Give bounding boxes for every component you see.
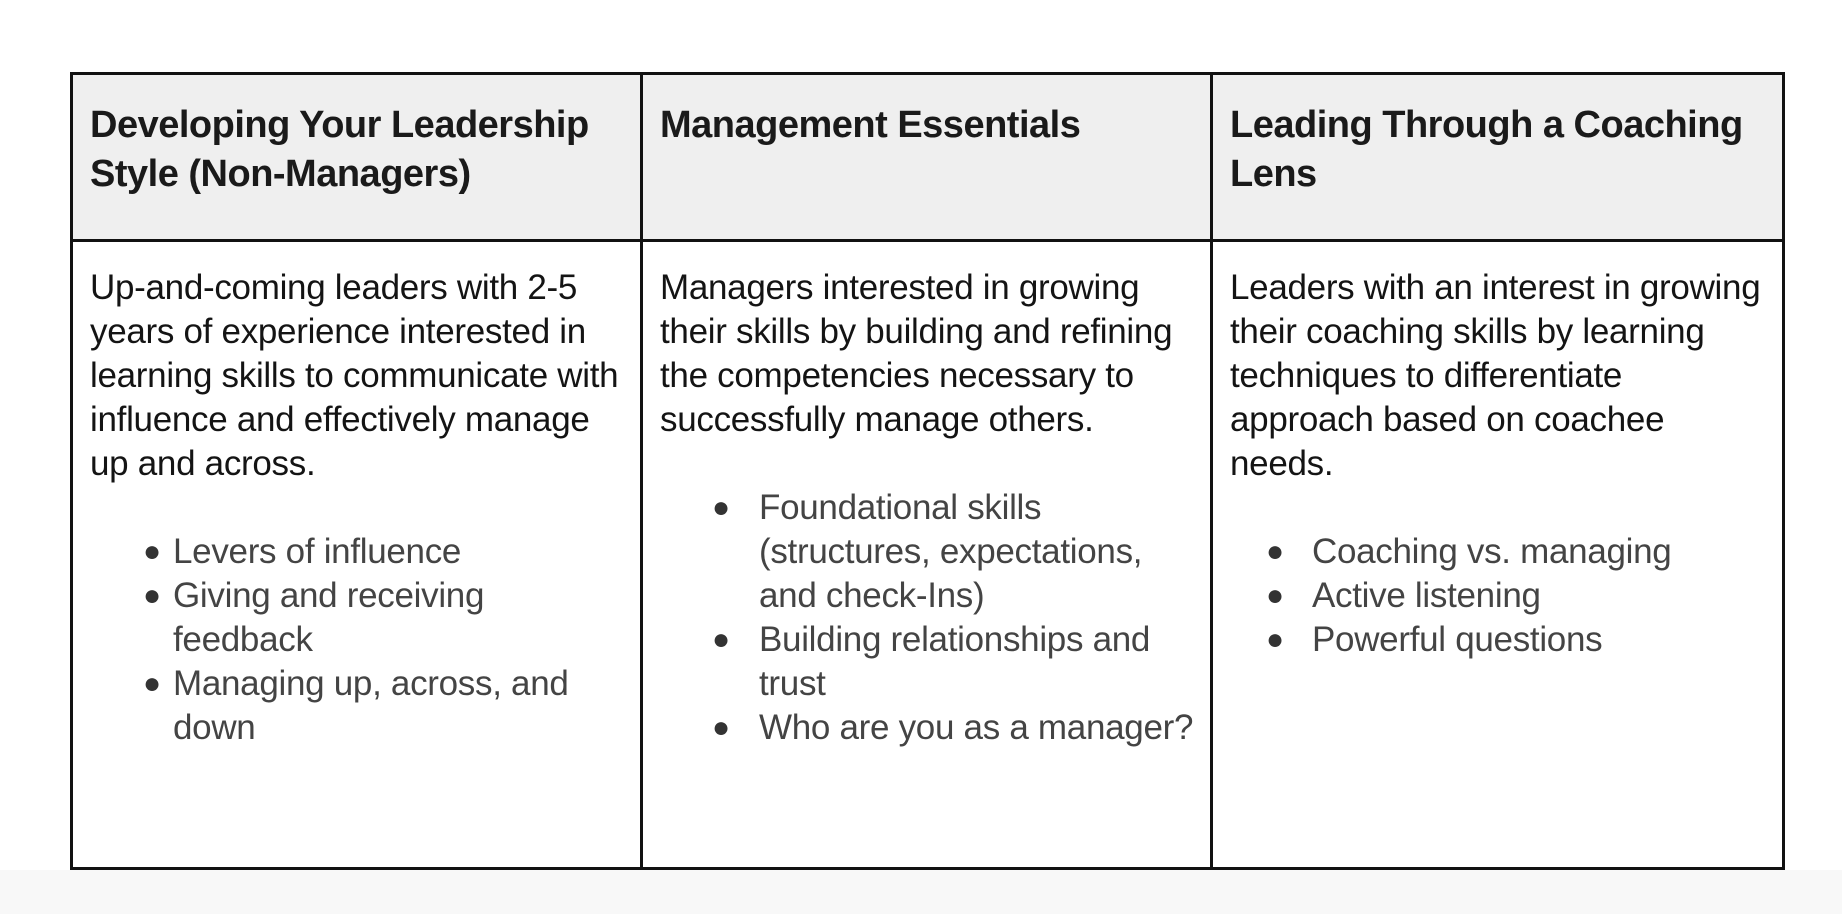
list-item [1230, 618, 1766, 662]
topic-label: Powerful questions [1312, 620, 1603, 659]
column-heading-coaching-lens: Leading Through a Coaching Lens [1212, 74, 1784, 241]
bullet-icon: ● [143, 535, 161, 568]
bullet-icon: ● [1266, 535, 1284, 568]
list-item [90, 574, 624, 662]
bullet-icon: ● [712, 711, 730, 744]
bullet-icon: ● [143, 667, 161, 700]
topic-label: Managing up, across, and down [173, 664, 569, 747]
table-cell-leadership-style [72, 241, 642, 869]
page-bottom-strip [0, 870, 1842, 914]
topic-label: Who are you as a manager? [759, 708, 1194, 747]
column-heading-management-essentials: Management Essentials [642, 74, 1212, 241]
list-item [1230, 574, 1766, 618]
list-item [90, 530, 624, 574]
topic-label: Coaching vs. managing [1312, 532, 1672, 571]
program-description: Up-and-coming leaders with 2-5 years of experience interested in learning skills to communicate with influence and effectively manage up and across. [90, 268, 619, 483]
table-body-row [72, 241, 1784, 869]
topic-list [660, 486, 1194, 750]
topic-list [1230, 530, 1766, 662]
topic-label: Foundational skills (structures, expectations, and check-Ins) [759, 488, 1143, 615]
table-cell-coaching-lens [1212, 241, 1784, 869]
topic-label: Giving and receiving feedback [173, 576, 485, 659]
topic-label: Active listening [1312, 576, 1541, 615]
table-cell-management-essentials [642, 241, 1212, 869]
program-description: Leaders with an interest in growing their coaching skills by learning techniques to differentiate approach based on coachee needs. [1230, 268, 1761, 483]
table-header-row [72, 74, 1784, 241]
topic-list [90, 530, 624, 750]
column-heading-leadership-style: Developing Your Leadership Style (Non-Managers) [72, 74, 642, 241]
program-description: Managers interested in growing their skills by building and refining the competencies necessary to successfully manage others. [660, 268, 1173, 439]
list-item [660, 706, 1194, 750]
topic-label: Levers of influence [173, 532, 462, 571]
bullet-icon: ● [143, 579, 161, 612]
list-item [660, 486, 1194, 618]
list-item [90, 662, 624, 750]
bullet-icon: ● [1266, 623, 1284, 656]
bullet-icon: ● [712, 491, 730, 524]
list-item [660, 618, 1194, 706]
bullet-icon: ● [712, 623, 730, 656]
program-comparison-table [70, 72, 1785, 870]
list-item [1230, 530, 1766, 574]
topic-label: Building relationships and trust [759, 620, 1151, 703]
bullet-icon: ● [1266, 579, 1284, 612]
